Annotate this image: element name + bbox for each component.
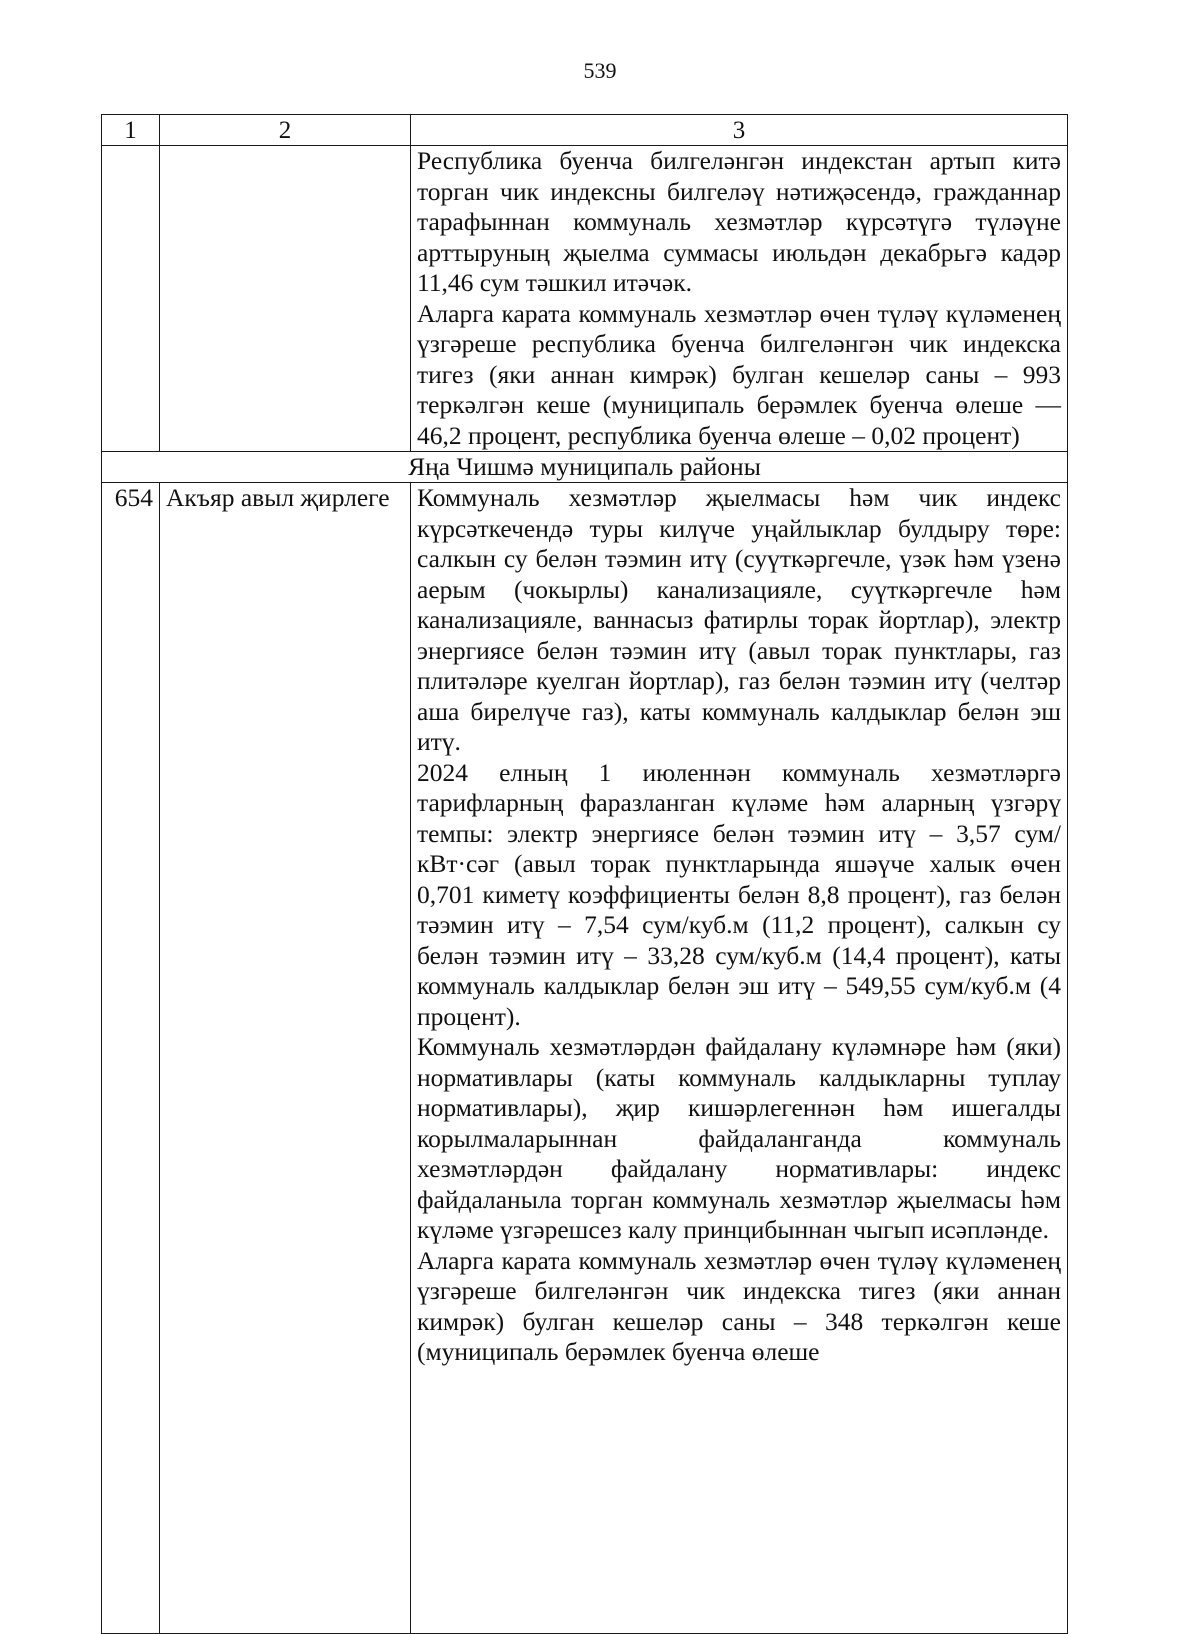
- data-table: [101, 114, 1068, 1634]
- column-header-3: 3: [411, 115, 1068, 146]
- page-number: 539: [583, 58, 617, 83]
- row-name-cell: Акъяр авыл җирлеге: [160, 483, 411, 1634]
- table-row-continued: [102, 146, 1068, 452]
- paragraph: Аларга карата коммуналь хезмәтләр өчен түләү күләменең үзгәреше республика буенча билгеләнгән чик индекска тигез (яки аннан кимрәк) булган кешеләр саны – 993 теркәлгән кеше (муниципаль берәмлек буенча өлеше — 46,2 процент, республика буенча өлеше – 0,02 процент): [417, 298, 1061, 450]
- paragraph: Аларга карата коммуналь хезмәтләр өчен түләү күләменең үзгәреше билгеләнгән чик индекска тигез (яки аннан кимрәк) булган кешеләр саны – 348 теркәлгән кеше (муниципаль берәмлек буенча өлеше: [417, 1245, 1061, 1366]
- row-text-cell: [411, 483, 1068, 1634]
- paragraph: Республика буенча билгеләнгән индекстан артып китә торган чик индексны билгеләү нәтиҗәсендә, гражданнар тарафыннан коммуналь хезмәтләр күрсәтүгә түләүне арттыруның җыелма суммасы июльдән декабрьгә кадәр 11,46 сум тәшкил итәчәк.: [417, 146, 1061, 297]
- row-number-cell: [102, 146, 160, 452]
- section-row: [102, 452, 1068, 483]
- table-header-row: [102, 115, 1068, 146]
- table-row: [102, 483, 1068, 1634]
- section-title: Яңа Чишмә муниципаль районы: [102, 452, 1068, 483]
- row-number-cell: 654: [102, 483, 160, 1634]
- paragraph: Коммуналь хезмәтләрдән файдалану күләмнәре һәм (яки) нормативлары (каты коммуналь калдыкларны туплау нормативлары), җир кишәрлегеннән һәм ишегалды корылмаларыннан файдаланганда коммуналь хезмәтләрдән файдалану нормативлары: индекс файдаланыла торган коммуналь хезмәтләр җыелмасы һәм күләме үзгәрешсез калу принцибыннан чыгып исәпләнде.: [417, 1032, 1061, 1244]
- row-text-cell: [411, 146, 1068, 452]
- paragraph: 2024 елның 1 июленнән коммуналь хезмәтләргә тарифларның фаразланган күләме һәм аларның үзгәрү темпы: электр энергиясе белән тәэмин итү – 3,57 сум/кВт·сәг (авыл торак пунктларында яшәүче халык өчен 0,701 киметү коэффициенты белән 8,8 процент), газ белән тәэмин итү – 7,54 сум/куб.м (11,2 процент), салкын су белән тәэмин итү – 33,28 сум/куб.м (14,4 процент), каты коммуналь калдыклар белән эш итү – 549,55 сум/куб.м (4 процент).: [417, 757, 1061, 1031]
- paragraph: Коммуналь хезмәтләр җыелмасы һәм чик индекс күрсәткечендә туры килүче уңайлыклар булдыру төре: салкын су белән тәэмин итү (суүткәргечле, үзәк һәм үзенә аерым (чокырлы) канализацияле, суүткәргечле һәм канализацияле, ваннасыз фатирлы торак йортлар), электр энергиясе белән тәэмин итү (авыл торак пунктлары, газ плитәләре куелган йортлар), газ белән тәэмин итү (челтәр аша бирелүче газ), каты коммуналь калдыклар белән эш итү.: [417, 483, 1061, 756]
- row-name-cell: [160, 146, 411, 452]
- column-header-1: 1: [102, 115, 160, 146]
- column-header-2: 2: [160, 115, 411, 146]
